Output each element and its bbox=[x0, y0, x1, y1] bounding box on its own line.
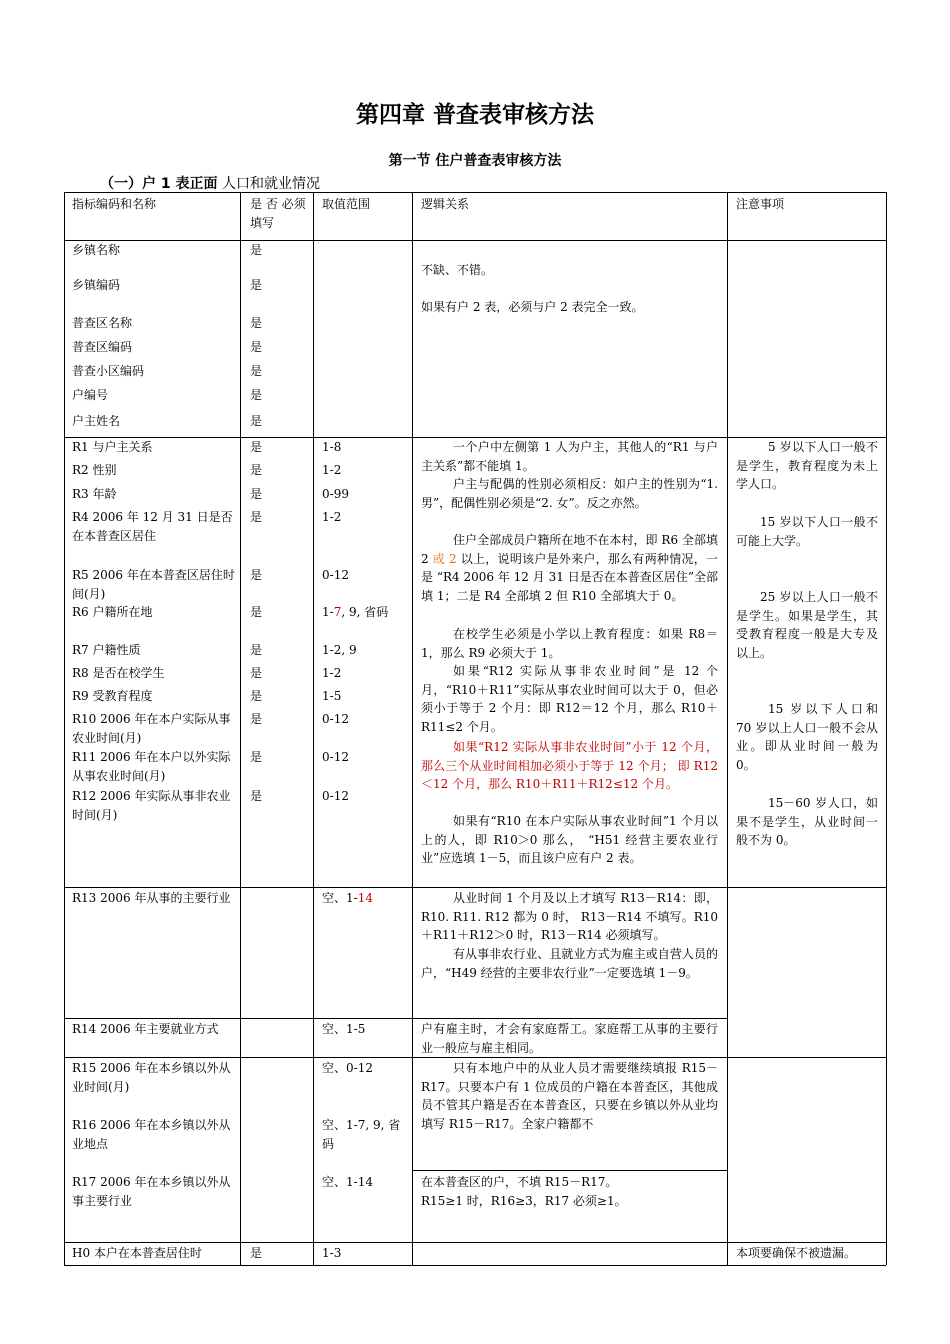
item-range: 0-12 bbox=[322, 712, 349, 726]
range-part: , 9, 省码 bbox=[341, 605, 389, 619]
item-required: 是 bbox=[250, 487, 263, 501]
note-text: 15 岁以下人口一般不可能上大学。 bbox=[736, 515, 878, 548]
logic-text: 如果有“R10 在本户实际从事农业时间”1 个月以上的人，即 R10＞0 那么， “H51 经营主要农业行业”应选填 1－5，而且该户应有户 2 表。 bbox=[421, 814, 718, 865]
header-indicator: 指标编码和名称 bbox=[72, 197, 157, 211]
item-required: 是 bbox=[250, 364, 263, 378]
logic-text: 有从事非农行业、且就业方式为雇主或自营人员的户，“H49 经营的主要非农行业”一定要选填 1－9。 bbox=[421, 947, 718, 980]
item-required: 是 bbox=[250, 712, 263, 726]
item-required: 是 bbox=[250, 568, 263, 582]
item-required: 是 bbox=[250, 605, 263, 619]
item-range: 空、0-12 bbox=[322, 1061, 373, 1075]
logic-text: 如果“R12 实际从事非农业时间”是 12 个月，“R10＋R11”实际从事农业时间可以大于 0，但必须小于等于 2 个月：即 R12＝12 个月，那么 R10＋R11≤2 个月。 bbox=[421, 664, 718, 734]
note-text: 本项要确保不被遗漏。 bbox=[736, 1246, 857, 1260]
range-part-highlight: 14 bbox=[357, 891, 373, 905]
item-name: 普查区名称 bbox=[72, 316, 133, 330]
range-part: 空、1- bbox=[322, 891, 358, 905]
item-range: 空、1-7, 9, 省码 bbox=[322, 1118, 401, 1151]
logic-text: 户主与配偶的性别必须相反：如户主的性别为“1. 男”，配偶性别必须是“2. 女”。反之亦然。 bbox=[421, 477, 718, 510]
item-name: R16 2006 年在本乡镇以外从业地点 bbox=[72, 1118, 231, 1151]
item-name: R12 2006 年实际从事非农业时间(月) bbox=[72, 789, 231, 822]
item-name: R1 与户主关系 bbox=[72, 440, 153, 454]
item-required: 是 bbox=[250, 340, 263, 354]
header-logic: 逻辑关系 bbox=[421, 197, 470, 211]
item-range: 1-8 bbox=[322, 440, 342, 454]
logic-text: 在校学生必须是小学以上教育程度：如果 R8＝1，那么 R9 必须大于 1。 bbox=[421, 627, 718, 660]
chapter-title: 第四章 普查表审核方法 bbox=[355, 102, 594, 128]
item-name: R14 2006 年主要就业方式 bbox=[72, 1022, 219, 1036]
subsection-bold: （一）户 1 表正面 bbox=[100, 176, 218, 192]
item-name: R17 2006 年在本乡镇以外从事主要行业 bbox=[72, 1175, 231, 1208]
item-required: 是 bbox=[250, 510, 263, 524]
item-range: 空、1-5 bbox=[322, 1022, 366, 1036]
item-required: 是 bbox=[250, 316, 263, 330]
note-text: 5 岁以下人口一般不是学生，教育程度为未上学人口。 bbox=[736, 440, 878, 491]
subsection-text: 人口和就业情况 bbox=[217, 176, 320, 192]
item-name: 户编号 bbox=[72, 388, 109, 402]
item-name: R6 户籍所在地 bbox=[72, 605, 153, 619]
note-text: 25 岁以上人口一般不是学生。如果是学生，其受教育程度一般是大专及以上。 bbox=[736, 590, 878, 660]
header-notes: 注意事项 bbox=[736, 197, 785, 211]
item-name: H0 本户在本普查居住时 bbox=[72, 1246, 202, 1260]
logic-text: 一个户中左侧第 1 人为户主，其他人的“R1 与户主关系”都不能填 1。 bbox=[421, 440, 718, 473]
item-name: 普查区编码 bbox=[72, 340, 133, 354]
item-required: 是 bbox=[250, 243, 263, 257]
item-required: 是 bbox=[250, 278, 263, 292]
item-name: R7 户籍性质 bbox=[72, 643, 141, 657]
item-name: 乡镇名称 bbox=[72, 243, 121, 257]
logic-text-highlight: 如果“R12 实际从事非农业时间”小于 12 个月，那么三个从业时间相加必须小于等于 12 个月； 即 R12＜12 个月，那么 R10＋R11＋R12≤12 个月。 bbox=[421, 740, 718, 791]
item-range bbox=[322, 603, 408, 622]
item-name: R4 2006 年 12 月 31 日是否在本普查区居住 bbox=[72, 510, 233, 543]
item-name: 乡镇编码 bbox=[72, 278, 121, 292]
item-name: R11 2006 年在本户以外实际从事农业时间(月) bbox=[72, 750, 231, 783]
logic-text: 只有本地户中的从业人员才需要继续填报 R15－R17。只要本户有 1 位成员的户籍在本普查区，其他成员不管其户籍是否在本普查区，只要在乡镇以外从业均填写 R15－R17。全家户籍都不 bbox=[421, 1061, 718, 1131]
item-name: R15 2006 年在本乡镇以外从业时间(月) bbox=[72, 1061, 231, 1094]
item-name: 户主姓名 bbox=[72, 414, 121, 428]
logic-text: 不缺、不错。 bbox=[421, 263, 494, 277]
item-range: 1-3 bbox=[322, 1246, 342, 1260]
item-required: 是 bbox=[250, 689, 263, 703]
item-range: 0-12 bbox=[322, 789, 349, 803]
item-required: 是 bbox=[250, 750, 263, 764]
item-name: R8 是否在校学生 bbox=[72, 666, 165, 680]
item-name: R10 2006 年在本户实际从事农业时间(月) bbox=[72, 712, 231, 745]
section-title: 第一节 住户普查表审核方法 bbox=[388, 153, 562, 169]
item-range bbox=[322, 889, 373, 908]
logic-text: 在本普查区的户，不填 R15－R17。 bbox=[421, 1175, 618, 1189]
logic-text: 从业时间 1 个月及以上才填写 R13－R14：即，R10. R11. R12 都为 0 时， R13－R14 不填写。R10＋R11＋R12＞0 时，R13－R14 必须填写。 bbox=[421, 891, 718, 942]
item-range: 0-12 bbox=[322, 750, 349, 764]
item-name: R2 性别 bbox=[72, 463, 117, 477]
range-part: 1- bbox=[322, 605, 334, 619]
header-range: 取值范围 bbox=[322, 197, 371, 211]
item-range: 空、1-14 bbox=[322, 1175, 373, 1189]
item-range: 1-2 bbox=[322, 666, 342, 680]
item-name: R5 2006 年在本普查区居住时间(月) bbox=[72, 568, 235, 601]
logic-text: R15≥1 时，R16≥3，R17 必须≥1。 bbox=[421, 1194, 627, 1208]
item-range: 1-2 bbox=[322, 510, 342, 524]
item-range: 1-2 bbox=[322, 463, 342, 477]
note-text: 15－60 岁人口，如果不是学生，从业时间一般不为 0。 bbox=[736, 796, 878, 847]
logic-text: 如果有户 2 表，必须与户 2 表完全一致。 bbox=[421, 300, 644, 314]
item-required: 是 bbox=[250, 463, 263, 477]
item-range: 0-99 bbox=[322, 487, 349, 501]
item-required: 是 bbox=[250, 643, 263, 657]
item-name: 普查小区编码 bbox=[72, 364, 145, 378]
item-required: 是 bbox=[250, 388, 263, 402]
logic-text: 住户全部成员户籍所在地不在本村，即 R6 全部填 2 或 2 以上，说明该户是外来户，那么有两种情况，一是 “R4 2006 年 12 月 31 日是否在本普查区居住”全部填 1；二是 R4 全部填 2 但 R10 全部填大于 0。 bbox=[421, 533, 719, 603]
item-range: 1-2, 9 bbox=[322, 643, 357, 657]
item-range: 1-5 bbox=[322, 689, 342, 703]
logic-text: 户有雇主时，才会有家庭帮工。家庭帮工从事的主要行业一般应与雇主相同。 bbox=[421, 1022, 718, 1055]
item-required: 是 bbox=[250, 414, 263, 428]
item-required: 是 bbox=[250, 440, 263, 454]
header-required: 是 否 必须填写 bbox=[250, 197, 306, 230]
item-required: 是 bbox=[250, 666, 263, 680]
item-name: R3 年龄 bbox=[72, 487, 117, 501]
item-range: 0-12 bbox=[322, 568, 349, 582]
subsection-title bbox=[100, 173, 320, 193]
item-name: R13 2006 年从事的主要行业 bbox=[72, 891, 231, 905]
logic-highlight: 或 2 bbox=[432, 551, 457, 566]
item-required: 是 bbox=[250, 1246, 263, 1260]
note-text: 15 岁以下人口和 70 岁以上人口一般不会从业。即从业时间一般为 0。 bbox=[736, 702, 878, 772]
item-required: 是 bbox=[250, 789, 263, 803]
range-part-highlight: 7 bbox=[333, 605, 342, 619]
item-name: R9 受教育程度 bbox=[72, 689, 153, 703]
